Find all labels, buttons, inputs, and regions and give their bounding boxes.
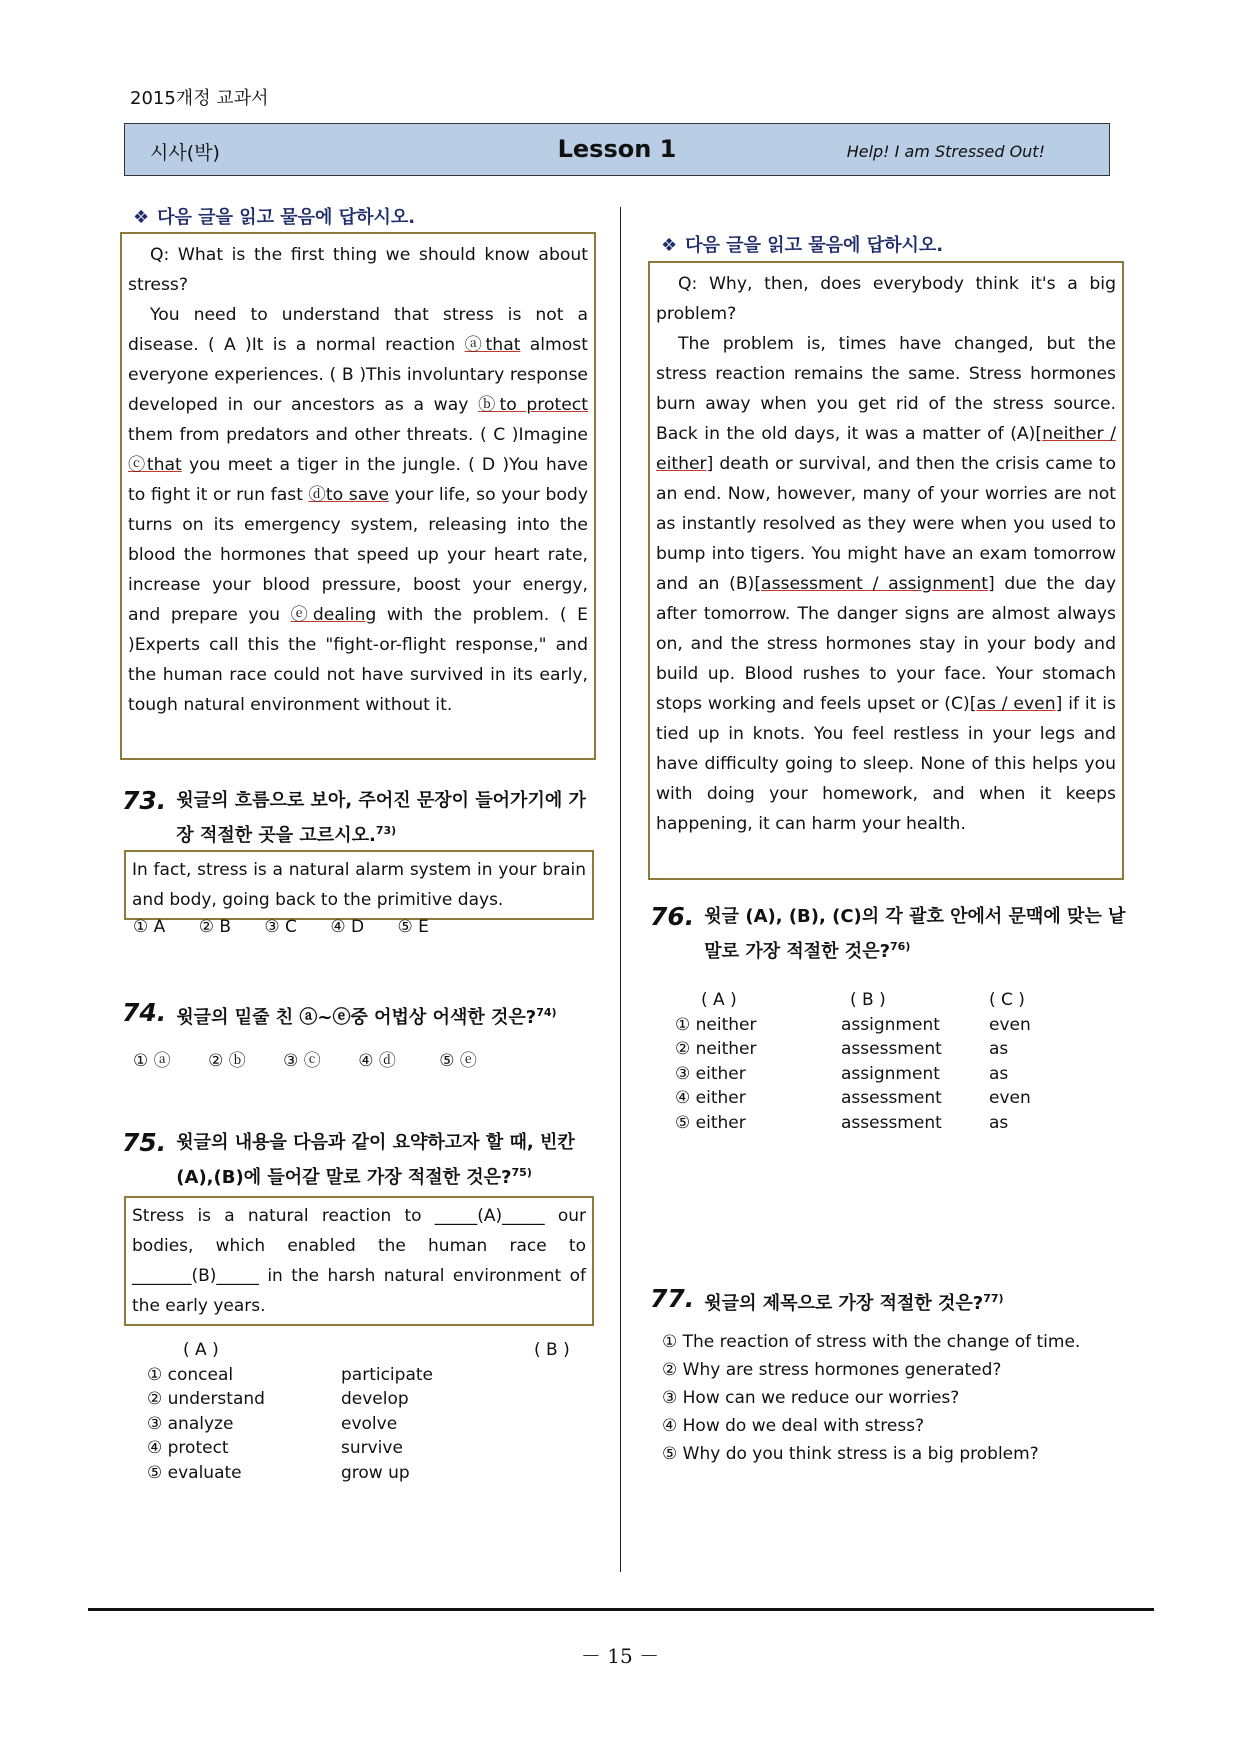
- choice[interactable]: ④ D: [330, 917, 365, 937]
- option-row[interactable]: ② understand develop: [147, 1389, 409, 1409]
- choice[interactable]: ② B: [198, 917, 231, 937]
- option-row[interactable]: ④ protect survive: [147, 1438, 403, 1458]
- question-74: [122, 998, 602, 1033]
- underline-c: ⓒthat: [128, 455, 182, 475]
- option-row[interactable]: ⑤ either assessment as: [675, 1112, 1009, 1133]
- underline-e: ⓔdealing: [290, 605, 377, 625]
- underline-d: ⓓto save: [308, 485, 389, 505]
- textbook-label: 2015개정 교과서: [130, 88, 269, 109]
- question-number: 76.: [650, 902, 695, 931]
- choice[interactable]: ③ C: [264, 917, 297, 937]
- question-number: 77.: [650, 1284, 695, 1313]
- choice[interactable]: ② Why are stress hormones generated?: [662, 1360, 1002, 1380]
- choice[interactable]: ③ ⓒ: [283, 1051, 321, 1071]
- column-head-b: ( B ): [534, 1340, 570, 1360]
- footer-rule: [88, 1608, 1154, 1611]
- summary-box: Stress is a natural reaction to _____(A)_____ our bodies, which enabled the human race to _______(B)_____ in the harsh natural environment of the early years.: [124, 1196, 594, 1326]
- question-number: 73.: [122, 786, 167, 815]
- choice[interactable]: ⑤ Why do you think stress is a big problem?: [662, 1444, 1039, 1464]
- left-passage: [120, 232, 596, 760]
- option-row[interactable]: ③ either assignment as: [675, 1063, 1009, 1084]
- passage-body: The problem is, times have changed, but the stress reaction remains the same. Stress hormones burn away when you get rid of the stress source. Back in the old days, it was a matter of (A)[neither / either] death or survival, and then the crisis came to an end. Now, however, many of your worries are not as instantly resolved as they were when you used to bump into tigers. You might have an exam tomorrow and an (B)[assessment / assignment] due the day after tomorrow. The danger signs are almost always on, and the stress hormones stay in your body and build up. Blood rushes to your face. Your stomach stops working and feels upset or (C)[as / even] if it is tied up in knots. You feel restless in your legs and have difficulty going to sleep. None of this helps you with doing your homework, and when it keeps happening, it can harm your health.: [656, 334, 1116, 834]
- choice[interactable]: ⑤ ⓔ: [439, 1051, 477, 1071]
- choice[interactable]: ① ⓐ: [133, 1051, 171, 1071]
- choice[interactable]: ④ How do we deal with stress?: [662, 1416, 925, 1436]
- column-head-c: ( C ): [989, 990, 1025, 1010]
- question-73: [122, 786, 602, 851]
- q76-options: [675, 990, 1031, 1137]
- column-divider: [620, 207, 621, 1572]
- lesson-subtitle: Help! I am Stressed Out!: [846, 142, 1045, 161]
- question-title: 윗글의 제목으로 가장 적절한 것은?$^{77)}$: [704, 1292, 1004, 1314]
- question-number: 74.: [122, 998, 167, 1027]
- page-number: － 15 －: [580, 1644, 660, 1668]
- left-instruction: ❖ 다음 글을 읽고 물음에 답하시오.: [133, 207, 416, 228]
- choice[interactable]: ⑤ E: [397, 917, 429, 937]
- bracket-c: [as / even]: [969, 694, 1063, 714]
- column-head-b: ( B ): [850, 990, 886, 1010]
- column-head-a: ( A ): [183, 1340, 219, 1360]
- right-instruction: ❖ 다음 글을 읽고 물음에 답하시오.: [661, 235, 944, 256]
- choice[interactable]: ④ ⓓ: [358, 1051, 396, 1071]
- right-passage: [648, 261, 1124, 880]
- option-row[interactable]: ⑤ evaluate grow up: [147, 1462, 410, 1483]
- question-75: [122, 1128, 604, 1193]
- question-number: 75.: [122, 1128, 167, 1157]
- passage-question: Q: What is the first thing we should know about stress?: [128, 245, 588, 295]
- diamond-icon: ❖: [133, 207, 150, 228]
- q75-options: [147, 1340, 570, 1487]
- bracket-b: [assessment / assignment]: [754, 574, 995, 594]
- option-row[interactable]: ① neither assignment even: [675, 1014, 1031, 1035]
- choice[interactable]: ③ How can we reduce our worries?: [662, 1388, 960, 1408]
- passage-body: You need to understand that stress is not a disease. ( A )It is a normal reaction ⓐthat almost everyone experiences. ( B )This involuntary response developed in our ancestors as a way ⓑto protect them from predators and other threats. ( C )Imagine ⓒthat you meet a tiger in the jungle. ( D )You have to fight it or run fast ⓓto save your life, so your body turns on its emergency system, releasing into the blood the hormones that speed up your heart rate, increase your blood pressure, boost your energy, and prepare you ⓔdealing with the problem. ( E )Experts call this the "fight-or-flight response," and the human race could not have survived in its early, tough natural environment without it.: [128, 305, 589, 715]
- question-title: 윗글 (A), (B), (C)의 각 괄호 안에서 문맥에 맞는 낱말로 가장 적절한 것은?$^{76)}$: [704, 906, 1126, 962]
- passage-question: Q: Why, then, does everybody think it's a big problem?: [656, 274, 1116, 324]
- underline-a: ⓐthat: [464, 335, 521, 355]
- question-title: 윗글의 밑줄 친 ⓐ~ⓔ중 어법상 어색한 것은?$^{74)}$: [176, 1006, 557, 1028]
- option-row[interactable]: ③ analyze evolve: [147, 1413, 398, 1434]
- question-title: 윗글의 흐름으로 보아, 주어진 문장이 들어가기에 가장 적절한 곳을 고르시오.$^{73)}$: [176, 790, 586, 846]
- question-76: [650, 902, 1130, 967]
- bracket-a: [neither / either]: [656, 424, 1116, 474]
- column-head-a: ( A ): [701, 990, 737, 1010]
- q77-choices: [662, 1328, 1080, 1468]
- option-row[interactable]: ② neither assessment as: [675, 1039, 1009, 1059]
- question-77: [650, 1284, 1130, 1319]
- question-title: 윗글의 내용을 다음과 같이 요약하고자 할 때, 빈칸 (A),(B)에 들어갈 말로 가장 적절한 것은?$^{75)}$: [176, 1132, 575, 1188]
- q74-choices: [133, 1046, 505, 1071]
- choice[interactable]: ① A: [133, 917, 166, 937]
- option-row[interactable]: ④ either assessment even: [675, 1088, 1031, 1108]
- underline-b: ⓑto protect: [478, 395, 588, 415]
- given-sentence-box: In fact, stress is a natural alarm system in your brain and body, going back to the primitive days.: [124, 850, 594, 920]
- option-row[interactable]: ① conceal participate: [147, 1364, 433, 1385]
- diamond-icon: ❖: [661, 235, 678, 256]
- lesson-header: [124, 123, 1110, 176]
- q73-choices: [133, 917, 457, 937]
- lesson-title: Lesson 1: [557, 135, 677, 163]
- publisher-label: 시사(박): [150, 142, 220, 164]
- choice[interactable]: ② ⓑ: [208, 1051, 246, 1071]
- choice[interactable]: ① The reaction of stress with the change of time.: [662, 1332, 1081, 1352]
